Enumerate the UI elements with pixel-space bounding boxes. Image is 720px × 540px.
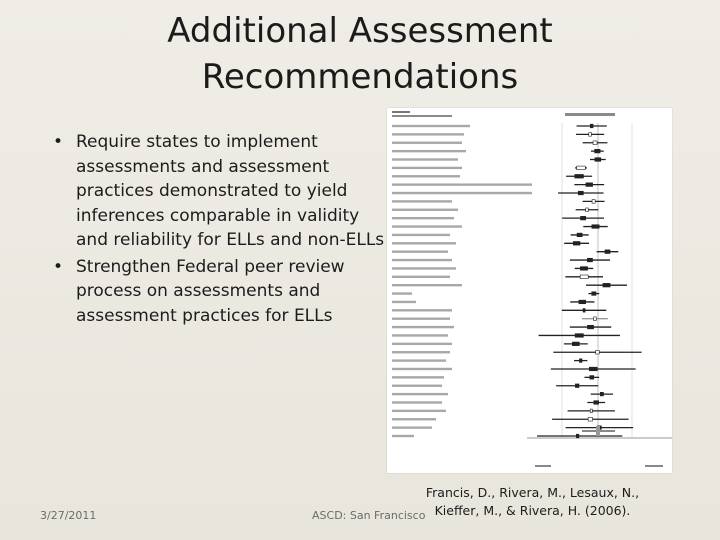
figure-point-mark <box>577 233 582 237</box>
figure-row-label-mark <box>392 435 414 437</box>
figure-row-label-mark <box>392 234 450 236</box>
figure-row-label-mark <box>392 351 450 353</box>
citation-line-1: Francis, D., Rivera, M., Lesaux, N., <box>425 485 640 500</box>
figure-point-mark <box>594 317 597 321</box>
figure-row-label-mark <box>392 150 466 152</box>
figure-point-mark <box>594 401 599 405</box>
figure-point-mark <box>579 359 582 363</box>
bullet-list <box>50 130 390 330</box>
figure-row-label-mark <box>392 158 458 160</box>
figure-row-label-mark <box>392 359 446 361</box>
figure-point-mark <box>589 133 592 137</box>
figure-row-label-mark <box>392 276 450 278</box>
figure-point-mark <box>587 325 593 329</box>
figure-row-label-mark <box>392 326 454 328</box>
figure-row-label-mark <box>392 267 456 269</box>
figure-row-label-mark <box>392 393 448 395</box>
figure-header-mark <box>392 111 410 113</box>
figure-row-label-mark <box>392 133 464 135</box>
slide-title <box>0 8 720 100</box>
figure-row-label-mark <box>392 125 470 127</box>
forest-plot-image <box>387 108 672 473</box>
footer-date: 3/27/2011 <box>40 509 97 522</box>
figure-point-mark <box>578 191 583 195</box>
figure-point-mark <box>580 216 585 220</box>
figure-row-label-mark <box>392 225 462 227</box>
figure-point-mark <box>587 258 592 262</box>
figure-row-label-mark <box>392 301 416 303</box>
figure-row-label-mark <box>392 385 442 387</box>
figure-footer-mark <box>535 465 551 467</box>
figure-row-label-mark <box>392 183 532 185</box>
figure-point-mark <box>600 392 603 396</box>
figure-point-mark <box>592 200 595 204</box>
figure-point-mark <box>593 141 597 145</box>
figure-row-label-mark <box>392 292 412 294</box>
figure-point-mark <box>595 158 601 162</box>
figure-point-mark <box>580 275 588 279</box>
figure-row-label-mark <box>392 318 450 320</box>
figure-point-mark <box>576 434 579 438</box>
figure-point-mark <box>588 417 592 421</box>
figure-point-mark <box>573 241 580 245</box>
figure-row-label-mark <box>392 250 448 252</box>
bullet-item: • Strengthen Federal peer review process on assessments and assessment practices for ELLs <box>50 255 390 329</box>
figure-point-mark <box>595 149 600 153</box>
figure-row-label-mark <box>392 142 462 144</box>
figure-point-mark <box>590 376 594 380</box>
figure-point-mark <box>596 350 600 354</box>
figure-point-mark <box>605 250 610 254</box>
figure-point-mark <box>590 409 592 413</box>
figure-point-mark <box>603 283 610 287</box>
figure-point-mark <box>583 309 585 313</box>
figure-row-label-mark <box>392 217 454 219</box>
title-line-2: Recommendations <box>201 57 519 97</box>
figure-point-mark <box>590 124 593 128</box>
figure-point-mark <box>572 342 579 346</box>
figure-row-label-mark <box>392 259 452 261</box>
figure-row-label-mark <box>392 410 446 412</box>
figure-point-mark <box>575 174 584 178</box>
figure-row-label-mark <box>392 309 452 311</box>
figure-point-mark <box>579 300 586 304</box>
footer-event: ASCD: San Francisco <box>312 509 426 522</box>
figure-row-label-mark <box>392 401 442 403</box>
figure-point-mark <box>592 292 596 296</box>
bullet-item: • Require states to implement assessments and assessment practices demonstrated to yield inferences comparable in validity and reliability for ELLs and non-ELLs <box>50 130 390 253</box>
citation <box>420 484 645 520</box>
figure-footer-mark <box>645 465 663 467</box>
figure-row-label-mark <box>392 209 458 211</box>
figure-point-mark <box>577 166 586 170</box>
figure-row-label-mark <box>392 242 456 244</box>
figure-row-label-mark <box>392 200 452 202</box>
figure-point-mark <box>592 225 599 229</box>
figure-point-mark <box>580 267 587 271</box>
figure-row-label-mark <box>392 426 432 428</box>
figure-row-label-mark <box>392 284 462 286</box>
figure-point-mark <box>589 367 597 371</box>
figure-point-mark <box>575 334 583 338</box>
figure-row-label-mark <box>392 368 452 370</box>
figure-row-label-mark <box>392 343 452 345</box>
figure-row-label-mark <box>392 192 532 194</box>
figure-row-label-mark <box>392 175 460 177</box>
figure-point-mark <box>586 208 589 212</box>
figure-point-mark <box>586 183 593 187</box>
figure-header-mark <box>565 113 615 116</box>
figure-row-label-mark <box>392 167 462 169</box>
citation-line-2: Kieffer, M., & Rivera, H. (2006). <box>434 503 631 518</box>
figure-row-label-mark <box>392 334 448 336</box>
figure-header-mark <box>392 115 452 117</box>
figure-point-mark <box>575 384 579 388</box>
figure-row-label-mark <box>392 376 444 378</box>
figure-summary-mark <box>596 426 600 436</box>
title-line-1: Additional Assessment <box>167 11 553 51</box>
figure-row-label-mark <box>392 418 436 420</box>
